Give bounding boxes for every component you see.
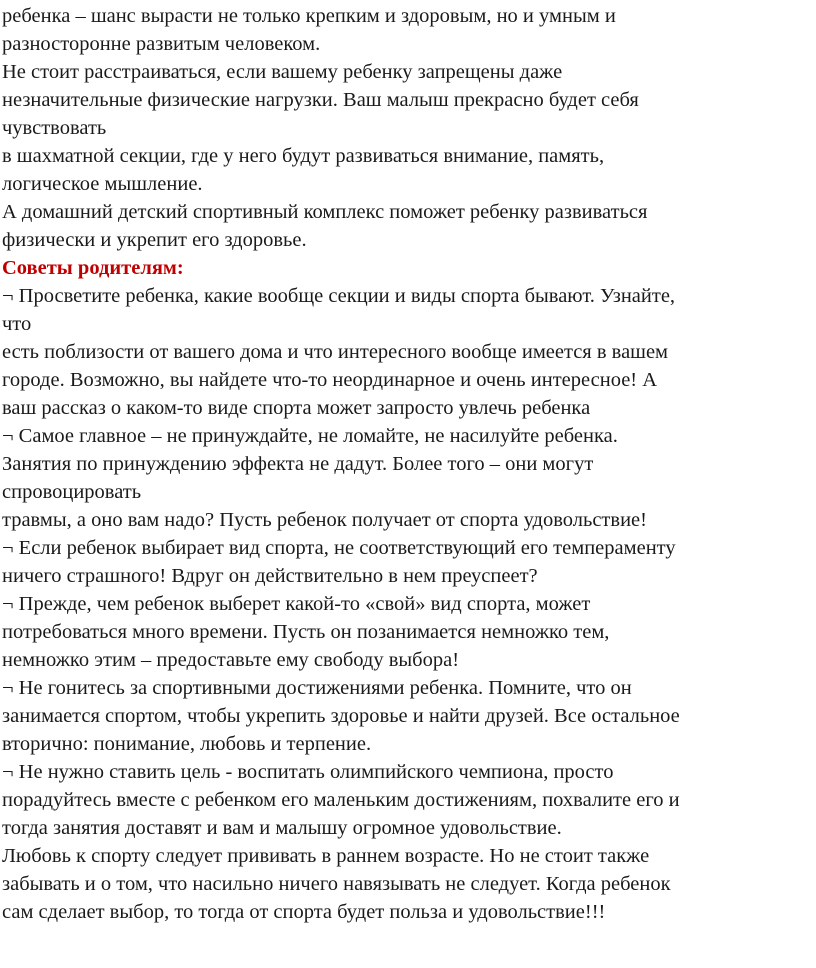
text-line: занимается спортом, чтобы укрепить здоровье и найти друзей. Все остальное [2, 705, 680, 727]
text-line: забывать и о том, что насильно ничего навязывать не следует. Когда ребенок [2, 873, 671, 895]
text-line: незначительные физические нагрузки. Ваш малыш прекрасно будет себя [2, 89, 639, 111]
text-line: потребоваться много времени. Пусть он позанимается немножко тем, [2, 621, 610, 643]
document-body [2, 2, 816, 926]
text-line: ¬ Просветите ребенка, какие вообще секции и виды спорта бывают. Узнайте, [2, 285, 676, 307]
text-line: порадуйтесь вместе с ребенком его маленьким достижениям, похвалите его и [2, 789, 680, 811]
text-line: ¬ Прежде, чем ребенок выберет какой-то «свой» вид спорта, может [2, 593, 591, 615]
text-line: логическое мышление. [2, 173, 203, 195]
text-line: А домашний детский спортивный комплекс поможет ребенку развиваться [2, 201, 648, 223]
text-line: Любовь к спорту следует прививать в раннем возрасте. Но не стоит также [2, 845, 650, 867]
text-line: ребенка – шанс вырасти не только крепким и здоровым, но и умным и [2, 5, 616, 27]
text-line: травмы, а оно вам надо? Пусть ребенок получает от спорта удовольствие! [2, 509, 647, 531]
text-line: Занятия по принуждению эффекта не дадут. Более того – они могут [2, 453, 594, 475]
text-line: вторично: понимание, любовь и терпение. [2, 733, 372, 755]
text-line: физически и укрепит его здоровье. [2, 229, 307, 251]
text-line: ¬ Не нужно ставить цель - воспитать олимпийского чемпиона, просто [2, 761, 614, 783]
text-line: сам сделает выбор, то тогда от спорта будет польза и удовольствие!!! [2, 901, 606, 923]
text-line: ¬ Если ребенок выбирает вид спорта, не соответствующий его темпераменту [2, 537, 676, 559]
text-line: Не стоит расстраиваться, если вашему ребенку запрещены даже [2, 61, 563, 83]
text-line: спровоцировать [2, 481, 142, 503]
text-line: городе. Возможно, вы найдете что-то неординарное и очень интересное! А [2, 369, 658, 391]
text-line: ничего страшного! Вдруг он действительно в нем преуспеет? [2, 565, 538, 587]
text-line: чувствовать [2, 117, 107, 139]
section-heading: Советы родителям: [2, 257, 184, 279]
text-line: тогда занятия доставят и вам и малышу огромное удовольствие. [2, 817, 562, 839]
text-line: разносторонне развитым человеком. [2, 33, 321, 55]
text-line: ваш рассказ о каком-то виде спорта может запросто увлечь ребенка [2, 397, 591, 419]
text-line: что [2, 313, 32, 335]
text-line: ¬ Самое главное – не принуждайте, не ломайте, не насилуйте ребенка. [2, 425, 618, 447]
text-line: в шахматной секции, где у него будут развиваться внимание, память, [2, 145, 605, 167]
text-line: немножко этим – предоставьте ему свободу выбора! [2, 649, 460, 671]
text-line: есть поблизости от вашего дома и что интересного вообще имеется в вашем [2, 341, 669, 363]
text-line: ¬ Не гонитесь за спортивными достижениями ребенка. Помните, что он [2, 677, 632, 699]
